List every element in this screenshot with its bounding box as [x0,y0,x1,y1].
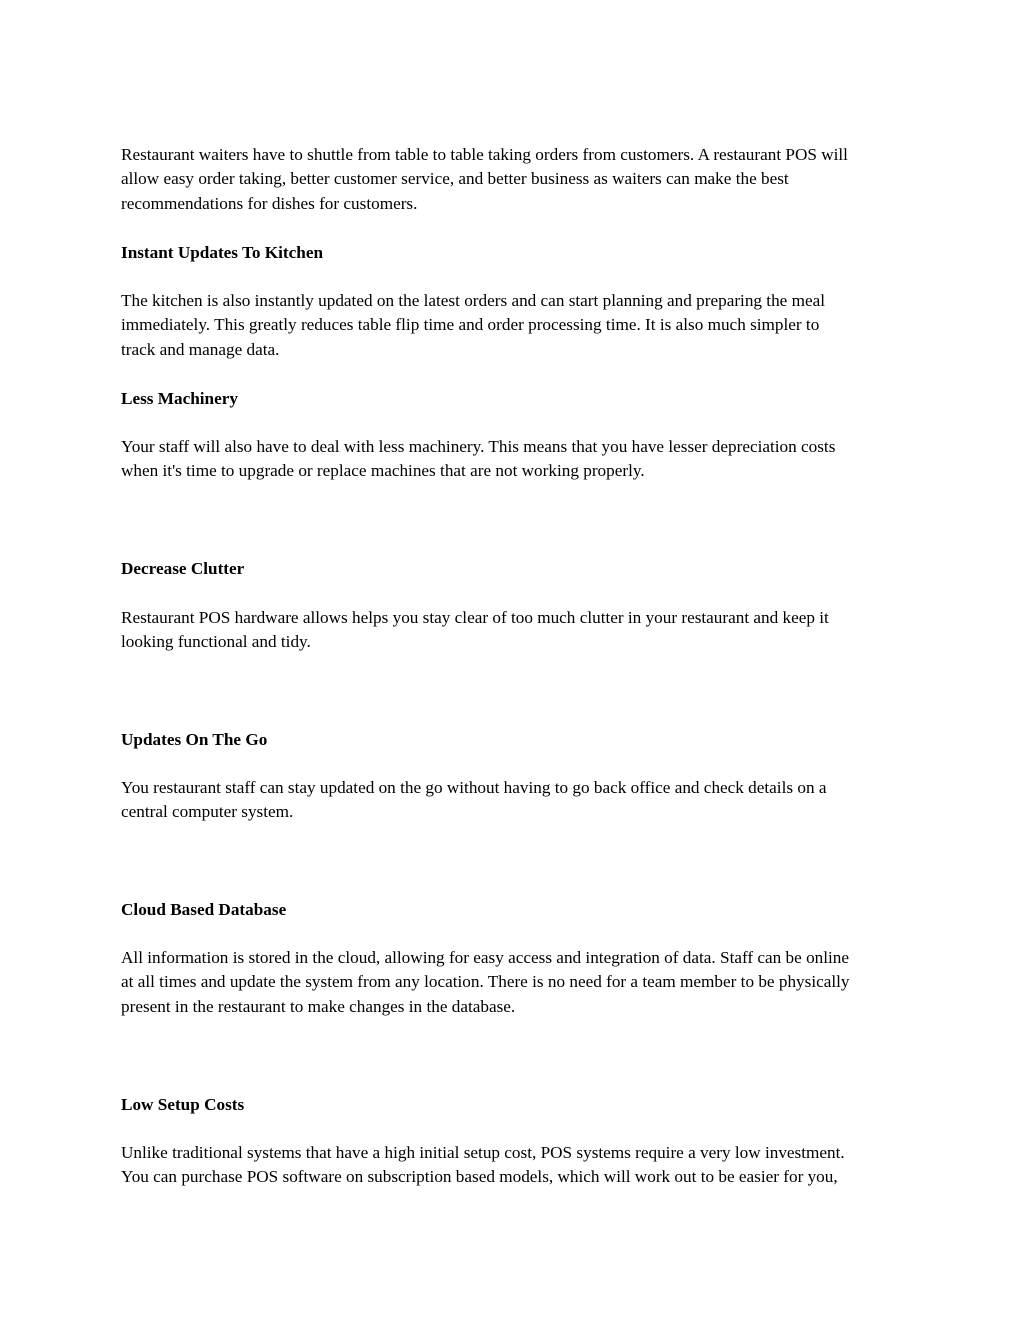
section-body-low-setup-costs: Unlike traditional systems that have a high initial setup cost, POS systems require a very low investment. You can purchase POS software on subscription based models, which will work out to be easier for you, [121,1143,845,1187]
section-body-updates-on-the-go: You restaurant staff can stay updated on the go without having to go back office and check details on a central computer system. [121,778,827,822]
section-heading-cloud-database: Cloud Based Database [121,900,287,919]
section-body-instant-updates: The kitchen is also instantly updated on the latest orders and can start planning and preparing the meal immediately. This greatly reduces table flip time and order processing time. It is also much simpler to track and manage data. [121,291,825,359]
intro-paragraph: Restaurant waiters have to shuttle from table to table taking orders from customers. A restaurant POS will allow easy order taking, better customer service, and better business as waiters can make the best recommendations for dishes for customers. [121,145,848,213]
section-heading-less-machinery: Less Machinery [121,389,238,408]
section-heading-low-setup-costs: Low Setup Costs [121,1095,245,1114]
section-body-decrease-clutter: Restaurant POS hardware allows helps you stay clear of too much clutter in your restaurant and keep it looking functional and tidy. [121,608,829,652]
section-body-less-machinery: Your staff will also have to deal with less machinery. This means that you have lesser depreciation costs when it's time to upgrade or replace machines that are not working properly. [121,437,836,481]
section-heading-decrease-clutter: Decrease Clutter [121,559,245,578]
section-body-cloud-database: All information is stored in the cloud, allowing for easy access and integration of data. Staff can be online at all times and update the system from any location. There is no need for a team member to be physically present in the restaurant to make changes in the database. [121,948,850,1016]
section-heading-instant-updates: Instant Updates To Kitchen [121,243,324,262]
section-heading-updates-on-the-go: Updates On The Go [121,730,268,749]
